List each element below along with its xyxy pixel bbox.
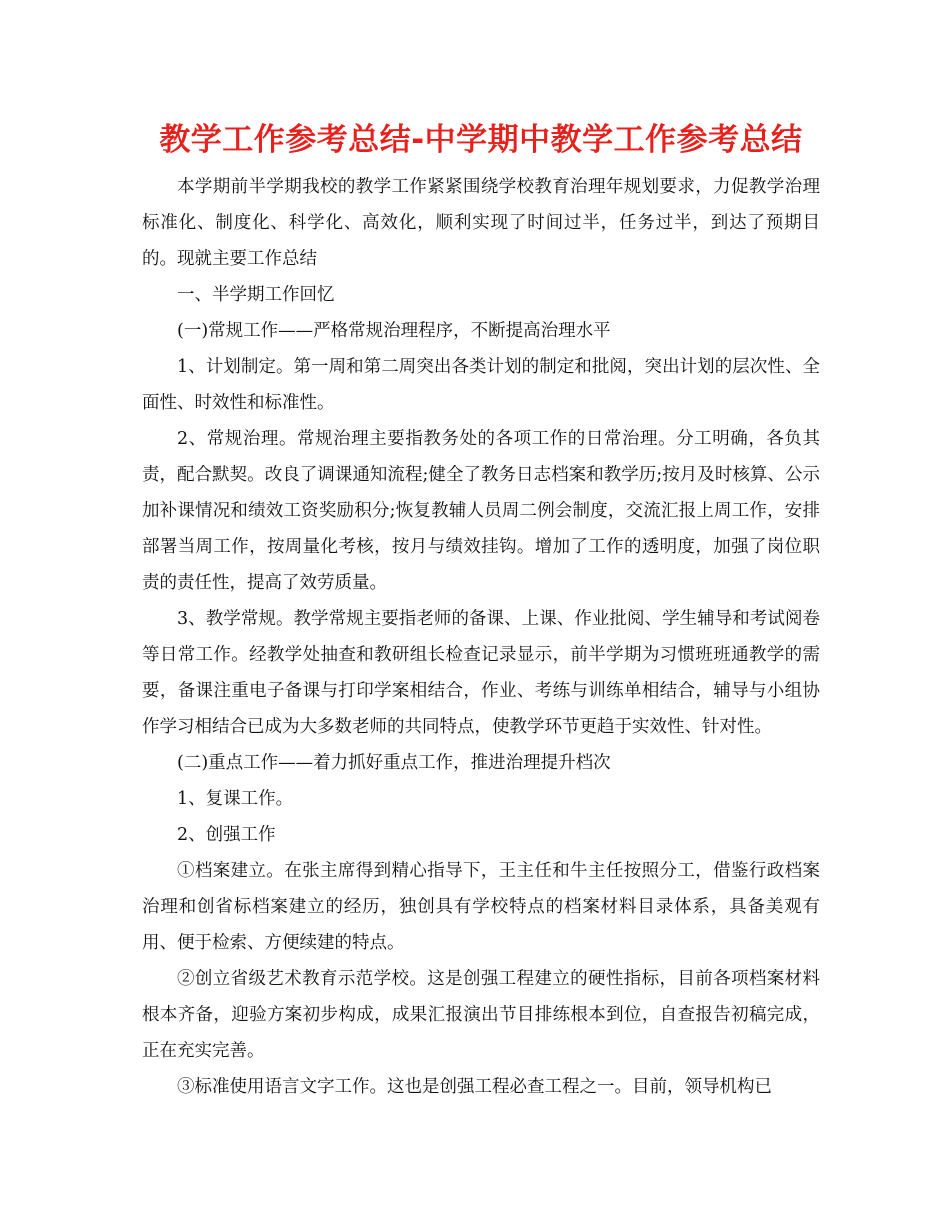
paragraph: ②创立省级艺术教育示范学校。这是创强工程建立的硬性指标，目前各项档案材料根本齐备，迎验方案初步构成，成果汇报演出节目排练根本到位，自查报告初稿完成，正在充实完善。 [142, 969, 820, 1061]
document-body [142, 169, 820, 1105]
paragraph: ①档案建立。在张主席得到精心指导下，王主任和牛主任按照分工，借鉴行政档案治理和创省标档案建立的经历，独创具有学校特点的档案材料目录体系，具备美观有用、便于检索、方便续建的特点。 [142, 861, 820, 953]
section-heading: 一、半学期工作回忆 [177, 285, 335, 305]
paragraph: 1、计划制定。第一周和第二周突出各类计划的制定和批阅，突出计划的层次性、全面性、时效性和标准性。 [142, 357, 820, 413]
paragraph: 2、创强工作 [177, 825, 276, 845]
paragraph: 2、常规治理。常规治理主要指教务处的各项工作的日常治理。分工明确，各负其责，配合默契。改良了调课通知流程;健全了教务日志档案和教学历;按月及时核算、公示加补课情况和绩效工资奖励积分;恢复教辅人员周二例会制度，交流汇报上周工作，安排部署当周工作，按周量化考核，按月与绩效挂钩。增加了工作的透明度，加强了岗位职责的责任性，提高了效劳质量。 [142, 429, 820, 593]
paragraph: 1、复课工作。 [177, 789, 294, 809]
paragraph: ③标准使用语言文字工作。这也是创强工程必查工程之一。目前，领导机构已 [177, 1077, 772, 1097]
document-title: 教学工作参考总结-中学期中教学工作参考总结 [159, 122, 803, 158]
paragraph: 3、教学常规。教学常规主要指老师的备课、上课、作业批阅、学生辅导和考试阅卷等日常工作。经教学处抽查和教研组长检查记录显示，前半学期为习惯班班通教学的需要，备课注重电子备课与打印学案相结合，作业、考练与训练单相结合，辅导与小组协作学习相结合已成为大多数老师的共同特点，使教学环节更趋于实效性、针对性。 [142, 609, 820, 737]
paragraph: 本学期前半学期我校的教学工作紧紧围绕学校教育治理年规划要求，力促教学治理标准化、制度化、科学化、高效化，顺利实现了时间过半，任务过半，到达了预期目的。现就主要工作总结 [142, 177, 820, 269]
subsection-heading: (二)重点工作——着力抓好重点工作，推进治理提升档次 [177, 753, 611, 773]
subsection-heading: (一)常规工作——严格常规治理程序，不断提高治理水平 [177, 321, 611, 341]
